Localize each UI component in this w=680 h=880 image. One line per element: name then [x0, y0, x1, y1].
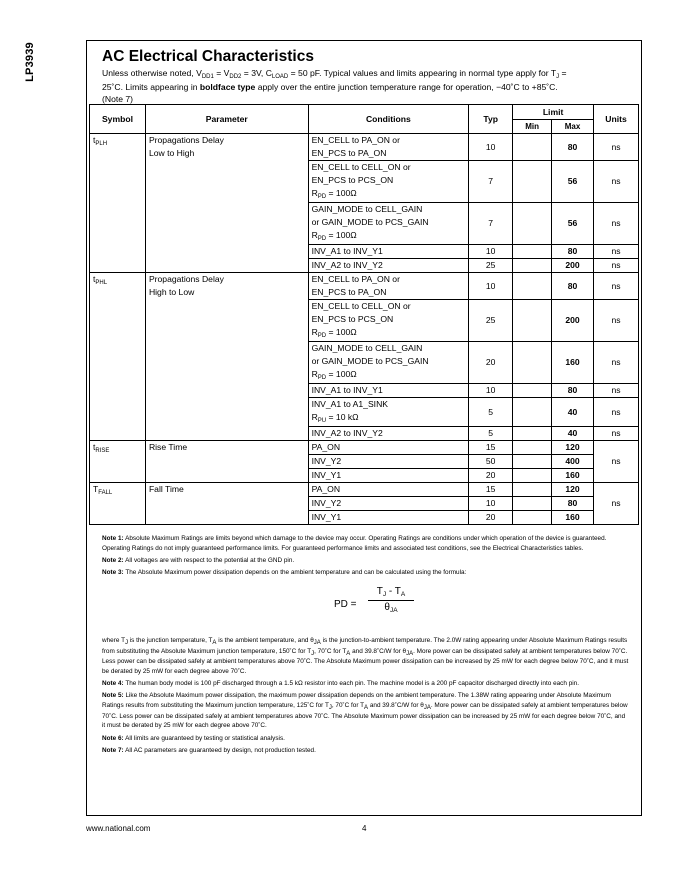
condition-cell: INV_Y2 [308, 455, 469, 469]
note-1: Note 1: Absolute Maximum Ratings are limits beyond which damage to the device may occur. Operating Ratings are conditions under which operation of the device is guaranteed. Operating Ratings do not imply guaranteed performance limits. For guaranteed performance limits and associated test conditions, see the Electrical Characteristics tables. [102, 535, 607, 552]
document-side-label [23, 40, 42, 88]
typ-cell: 5 [469, 398, 513, 427]
condition-cell: INV_Y1 [308, 469, 469, 483]
max-cell: 160 [552, 469, 594, 483]
table-header-row [90, 105, 639, 120]
min-cell [513, 273, 552, 300]
page-number: 4 [362, 824, 367, 833]
units-cell: ns [594, 245, 639, 259]
symbol-tfall: $T_{FALL}$ [90, 483, 146, 525]
max-cell: 56 [552, 203, 594, 245]
min-cell [513, 483, 552, 497]
typ-cell: 25 [469, 259, 513, 273]
condition-cell: GAIN_MODE to CELL_GAIN or GAIN_MODE to PCS_GAIN $R_{PD} = 100\Omega$ [308, 203, 469, 245]
units-cell: ns [594, 441, 639, 483]
formula-fraction [368, 587, 414, 613]
header-limit: Limit [513, 105, 594, 120]
max-cell: 120 [552, 441, 594, 455]
units-cell: ns [594, 134, 639, 161]
table-row [90, 273, 639, 300]
units-cell: ns [594, 203, 639, 245]
note-3: Note 3: The Absolute Maximum power dissipation depends on the ambient temperature and can be calculated using the formula: [102, 569, 467, 577]
units-cell: ns [594, 259, 639, 273]
max-cell: 80 [552, 497, 594, 511]
typ-cell: 7 [469, 203, 513, 245]
max-cell: 160 [552, 342, 594, 384]
max-cell: 160 [552, 511, 594, 525]
table-row [90, 483, 639, 497]
condition-cell: EN_CELL to PA_ON or EN_PCS to PA_ON [308, 273, 469, 300]
typ-cell: 15 [469, 441, 513, 455]
typ-cell: 10 [469, 245, 513, 259]
header-typ: Typ [469, 105, 513, 134]
condition-cell: EN_CELL to PA_ON or EN_PCS to PA_ON [308, 134, 469, 161]
typ-cell: 20 [469, 469, 513, 483]
note-2: Note 2: All voltages are with respect to the potential at the GND pin. [102, 556, 295, 564]
units-cell: ns [594, 300, 639, 342]
units-cell: ns [594, 398, 639, 427]
condition-cell: INV_A1 to INV_Y1 [308, 384, 469, 398]
content-frame [86, 40, 642, 816]
units-cell: ns [594, 342, 639, 384]
condition-cell: INV_A2 to INV_Y2 [308, 427, 469, 441]
header-parameter: Parameter [145, 105, 308, 134]
min-cell [513, 497, 552, 511]
footer-website-link[interactable]: www.national.com [86, 824, 151, 833]
typ-cell: 5 [469, 427, 513, 441]
typ-cell: 10 [469, 134, 513, 161]
max-cell: 56 [552, 161, 594, 203]
note-4: Note 4: The human body model is 100 pF discharged through a 1.5 kΩ resistor into each pin. The machine model is a 200 pF capacitor discharged directly into each pin. [102, 680, 580, 688]
units-cell: ns [594, 483, 639, 525]
condition-cell: PA_ON [308, 441, 469, 455]
table-row [90, 441, 639, 455]
header-symbol: Symbol [90, 105, 146, 134]
power-dissipation-formula [102, 584, 629, 632]
parameter-tfall: Fall Time [145, 483, 308, 525]
units-cell: ns [594, 161, 639, 203]
min-cell [513, 161, 552, 203]
min-cell [513, 300, 552, 342]
table-row [90, 134, 639, 161]
max-cell: 400 [552, 455, 594, 469]
note-5: Note 5: Like the Absolute Maximum power dissipation, the maximum power dissipation depends on the ambient temperature. The 1.38W rating appearing under Absolute Maximum Ratings results from substituting the Maximum junction temperature, 125˚C for $T_J$, 70˚C for $T_A$ and 39.8˚C/W for $\theta_{JA}$. More power can be dissipated safely at ambient temperatures below 70˚C. Less power can be dissipated safely at ambient temperatures above 70˚C. The Absolute Maximum power dissipation can be increased by 25 mW for each degree below 70˚C, and it must be derated by 25 mW for each degree above 70˚C. [102, 692, 628, 730]
symbol-trise: $t_{RISE}$ [90, 441, 146, 483]
ac-characteristics-table [89, 104, 639, 525]
typ-cell: 50 [469, 455, 513, 469]
typ-cell: 10 [469, 273, 513, 300]
note-7: Note 7: All AC parameters are guaranteed by design, not production tested. [102, 746, 316, 754]
min-cell [513, 259, 552, 273]
condition-cell: INV_Y1 [308, 511, 469, 525]
max-cell: 200 [552, 300, 594, 342]
min-cell [513, 342, 552, 384]
header-max: Max [552, 120, 594, 134]
typ-cell: 10 [469, 497, 513, 511]
formula-lhs: PD = [334, 598, 357, 610]
condition-cell: PA_ON [308, 483, 469, 497]
header-units: Units [594, 105, 639, 134]
min-cell [513, 511, 552, 525]
condition-cell: INV_A1 to INV_Y1 [308, 245, 469, 259]
min-cell [513, 203, 552, 245]
max-cell: 120 [552, 483, 594, 497]
header-min: Min [513, 120, 552, 134]
symbol-tphl: $t_{PHL}$ [90, 273, 146, 441]
min-cell [513, 469, 552, 483]
section-title: AC Electrical Characteristics [102, 48, 314, 65]
max-cell: 80 [552, 384, 594, 398]
min-cell [513, 398, 552, 427]
condition-cell: INV_A1 to A1_SINK $R_{PU} = 10$ kΩ [308, 398, 469, 427]
min-cell [513, 245, 552, 259]
parameter-trise: Rise Time [145, 441, 308, 483]
notes-section [102, 534, 629, 758]
min-cell [513, 455, 552, 469]
min-cell [513, 427, 552, 441]
typ-cell: 15 [469, 483, 513, 497]
max-cell: 80 [552, 245, 594, 259]
condition-cell: EN_CELL to CELL_ON or EN_PCS to PCS_ON $R_{PD} = 100\Omega$ [308, 300, 469, 342]
parameter-tplh: Propagations Delay Low to High [145, 134, 308, 273]
note-3-continuation: where $T_J$ is the junction temperature, $T_A$ is the ambient temperature, and $\theta_{JA}$ is the junction-to-ambient temperature. The 2.0W rating appearing under Absolute Maximum Ratings results from substituting the Absolute Maximum junction temperature, 150˚C for $T_J$, 70˚C for $T_A$ and 39.8˚C/W for $\theta_{JA}$. More power can be dissipated safely at ambient temperatures below 70˚C. Less power can be dissipated safely at ambient temperatures above 70˚C. The Absolute Maximum power dissipation can be increased by 25 mW for each degree below 70˚C, and it must be derated by 25 mW for each degree above 70˚C. [102, 636, 629, 675]
typ-cell: 7 [469, 161, 513, 203]
header-conditions: Conditions [308, 105, 469, 134]
typ-cell: 25 [469, 300, 513, 342]
max-cell: 200 [552, 259, 594, 273]
max-cell: 80 [552, 273, 594, 300]
formula-denominator: $\theta_{JA}$ [384, 601, 398, 614]
parameter-tphl: Propagations Delay High to Low [145, 273, 308, 441]
min-cell [513, 441, 552, 455]
units-cell: ns [594, 384, 639, 398]
part-number: LP3939 [23, 42, 36, 82]
min-cell [513, 134, 552, 161]
condition-cell: INV_A2 to INV_Y2 [308, 259, 469, 273]
formula-numerator: $T_J - T_A$ [368, 587, 414, 601]
units-cell: ns [594, 427, 639, 441]
typ-cell: 10 [469, 384, 513, 398]
max-cell: 40 [552, 427, 594, 441]
condition-cell: GAIN_MODE to CELL_GAIN or GAIN_MODE to PCS_GAIN $R_{PD} = 100\Omega$ [308, 342, 469, 384]
typ-cell: 20 [469, 342, 513, 384]
condition-cell: INV_Y2 [308, 497, 469, 511]
max-cell: 80 [552, 134, 594, 161]
units-cell: ns [594, 273, 639, 300]
intro-paragraph: Unless otherwise noted, $V_{DD1} = V_{DD2} = 3V$, $C_{LOAD} = 50$ pF. Typical values and limits appearing in normal type apply for $T_J$ = 25˚C. Limits appearing in boldface type apply over the entire junction temperature range for operation, −40˚C to +85˚C. (Note 7) [102, 68, 567, 104]
note-6: Note 6: All limits are guaranteed by testing or statistical analysis. [102, 734, 285, 742]
min-cell [513, 384, 552, 398]
typ-cell: 20 [469, 511, 513, 525]
max-cell: 40 [552, 398, 594, 427]
symbol-tplh: $t_{PLH}$ [90, 134, 146, 273]
condition-cell: EN_CELL to CELL_ON or EN_PCS to PCS_ON $R_{PD} = 100\Omega$ [308, 161, 469, 203]
